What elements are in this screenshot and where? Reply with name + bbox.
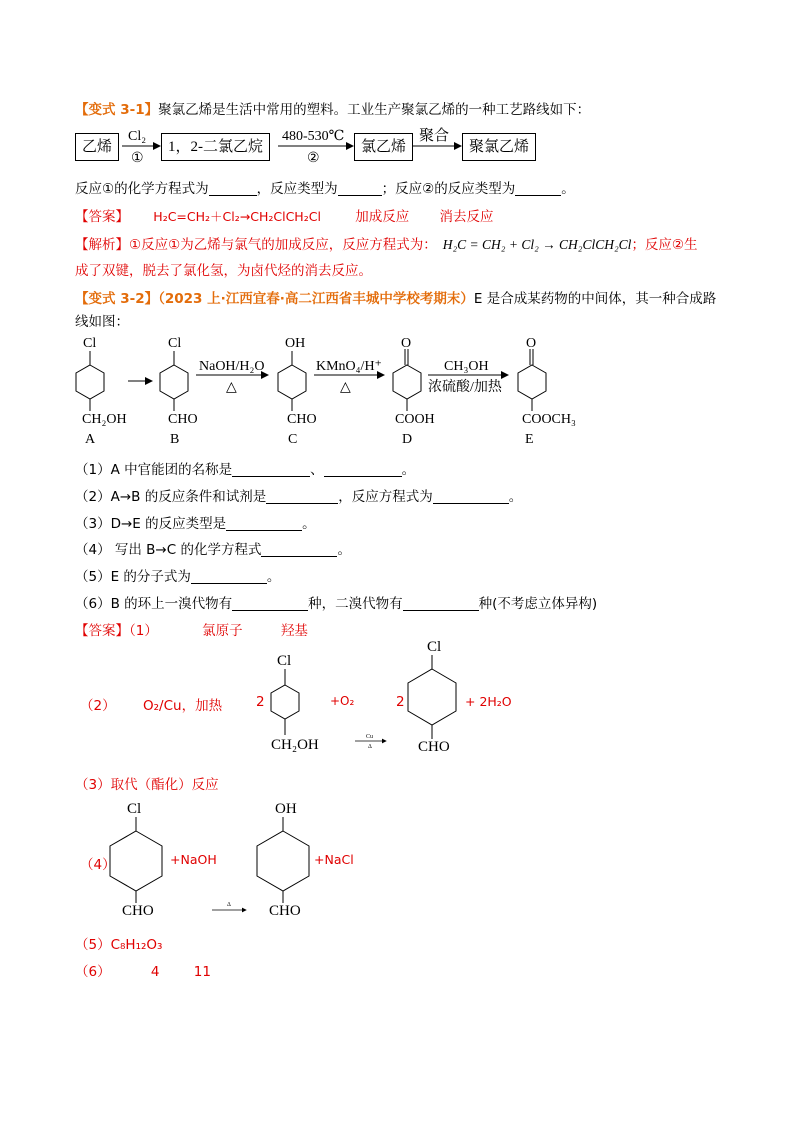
answer-6-num: （6） [75, 964, 111, 980]
route-box-vinyl-chloride: 氯乙烯 [354, 133, 413, 161]
blank-type-2[interactable] [515, 181, 561, 196]
q1-a: （1）A 中官能团的名称是 [75, 462, 233, 478]
question-1 [75, 458, 415, 478]
answer-2-arrow-top: Cu [366, 734, 374, 740]
answer-2-right-molecule [408, 639, 456, 755]
answer-6-value-1: 4 [150, 964, 160, 980]
question-2 [75, 485, 522, 505]
molecule-e [518, 336, 576, 447]
route-arrow-1-bottom: ① [131, 151, 144, 166]
molecule-b-bottom: CHO [168, 412, 198, 427]
route-box-dichloroethane: 1，2-二氯乙烷 [161, 133, 270, 161]
q1-c: 。 [401, 462, 416, 478]
q3-blank[interactable] [226, 516, 302, 531]
answer-1-num: （1） [129, 623, 158, 639]
v31-analysis-equation: H₂C = CH₂ + Cl₂ → CH₂ClCH₂Cl [442, 237, 632, 252]
answer-2-structures [0, 635, 800, 765]
route-arrow-2-top: 480-530℃ [282, 129, 345, 144]
answer-2-plus-h2o: + 2H₂O [465, 694, 512, 709]
molecule-d-top: O [401, 336, 412, 351]
v31-tag: 【变式 3-1】 [75, 102, 159, 118]
answer-1-value-2: 羟基 [280, 623, 308, 639]
answer-4-left-molecule [110, 801, 162, 919]
answer-5: （5）C₈H₁₂O₃ [75, 937, 163, 953]
blank-equation[interactable] [209, 181, 257, 196]
molecule-c-label: C [288, 432, 298, 447]
q4-a: （4） 写出 B→C 的化学方程式 [75, 542, 262, 558]
answer-3: （3）取代（酯化）反应 [75, 777, 219, 793]
q1-blank-2[interactable] [324, 462, 402, 477]
q5-c: 。 [266, 569, 281, 585]
molecule-e-label: E [525, 432, 534, 447]
v31-analysis-line-1 [75, 233, 698, 253]
scheme-arrow-3-top: KMnO₄/H⁺ [316, 359, 382, 374]
route-box-ethylene: 乙烯 [75, 133, 119, 161]
q2-blank-2[interactable] [433, 489, 509, 504]
molecule-a-label: A [85, 432, 96, 447]
v31-q-b: ，反应类型为 [256, 181, 338, 197]
molecule-d-bottom: COOH [395, 412, 435, 427]
q4-c: 。 [337, 542, 351, 558]
q6-blank-1[interactable] [232, 596, 308, 611]
v31-q-a: 反应①的化学方程式为 [75, 181, 209, 197]
question-5 [75, 565, 280, 585]
q4-blank[interactable] [261, 542, 337, 557]
scheme-arrow-3-bottom: △ [340, 380, 351, 395]
molecule-e-bottom: COOCH₃ [522, 412, 576, 427]
molecule-a-bottom: CH₂OH [82, 412, 127, 427]
answer-4-right-molecule [257, 801, 309, 919]
molecule-c-bottom: CHO [287, 412, 317, 427]
scheme-arrow-2-bottom: △ [226, 380, 237, 395]
answer-1-value-1: 氯原子 [202, 623, 243, 639]
blank-type-1[interactable] [338, 181, 382, 196]
molecule-b-label: B [170, 432, 180, 447]
v32-intro-line-1 [75, 287, 716, 307]
route-arrow-3-top: 聚合 [419, 128, 450, 144]
answer-2-coef-2: 2 [396, 694, 405, 710]
route-arrow-1-top: Cl₂ [128, 129, 147, 144]
answer-6-value-2: 11 [193, 964, 211, 980]
molecule-c-top: OH [285, 336, 306, 351]
answer-2-right-top: Cl [427, 639, 442, 655]
molecule-d-label: D [402, 432, 413, 447]
v31-answer-type-1: 加成反应 [355, 209, 410, 225]
q2-blank-1[interactable] [266, 489, 338, 504]
answer-4-plus-nacl: +NaCl [314, 852, 354, 867]
molecule-a-top: Cl [83, 336, 97, 351]
v31-answer-type-2: 消去反应 [439, 209, 494, 225]
v32-answer-tag: 【答案】 [75, 623, 129, 639]
route-arrow-2-bottom: ② [307, 151, 320, 166]
answer-2-plus-o2: +O₂ [330, 694, 355, 708]
question-4 [75, 538, 351, 558]
q5-blank[interactable] [191, 569, 267, 584]
molecule-a [76, 336, 127, 447]
q6-a: （6）B 的环上一溴代物有 [75, 596, 233, 612]
q5-a: （5）E 的分子式为 [75, 569, 191, 585]
v32-source: （2023 上·江西宜春·高二江西省丰城中学校考期末） [158, 291, 474, 307]
answer-4-right-top: OH [275, 801, 297, 817]
answer-4-structures [0, 795, 800, 925]
q6-c: 种(不考虑立体异构) [478, 596, 598, 612]
v31-q-c: ；反应②的反应类型为 [381, 181, 516, 197]
synthesis-scheme [0, 325, 800, 450]
answer-4-num: （4） [80, 857, 116, 873]
v32-tag: 【变式 3-2】 [75, 291, 159, 307]
molecule-e-top: O [526, 336, 537, 351]
q1-blank-1[interactable] [232, 462, 310, 477]
v31-question [75, 177, 575, 197]
answer-2-left-bottom: CH₂OH [271, 737, 319, 753]
molecule-c [278, 336, 317, 447]
answer-2-condition: O₂/Cu，加热 [143, 698, 223, 714]
route-box-pvc: 聚氯乙烯 [462, 133, 536, 161]
q3-c: 。 [302, 516, 316, 532]
q1-b: 、 [310, 462, 324, 478]
v32-intro-line-2: 线如图： [75, 314, 129, 330]
answer-4-right-bottom: CHO [269, 903, 301, 919]
q2-b: ，反应方程式为 [338, 489, 433, 505]
scheme-arrow-4-top: CH₃OH [444, 359, 489, 374]
q2-a: （2）A→B 的反应条件和试剂是 [75, 489, 267, 505]
v31-analysis-text-2: ；反应②生 [631, 237, 698, 253]
molecule-b-top: Cl [168, 336, 182, 351]
answer-4-plus-naoh: +NaOH [170, 852, 217, 867]
answer-2-arrow-bottom: Δ [368, 744, 372, 750]
answer-4-left-top: Cl [127, 801, 142, 817]
v31-analysis-text-1: ①反应①为乙烯与氯气的加成反应，反应方程式为： [129, 237, 437, 253]
answer-6 [75, 960, 211, 980]
route-arrows [0, 0, 800, 175]
answer-2-coef-1: 2 [256, 694, 265, 710]
v31-intro: 聚氯乙烯是生活中常用的塑料。工业生产聚氯乙烯的一种工艺路线如下： [158, 102, 591, 118]
v31-answer [75, 205, 494, 225]
v31-answer-equation: H₂C=CH₂＋Cl₂→CH₂ClCH₂Cl [153, 209, 321, 224]
scheme-arrow-4-bottom: 浓硫酸/加热 [428, 380, 502, 395]
answer-4-arrow-top: Δ [227, 902, 231, 908]
q6-blank-2[interactable] [403, 596, 479, 611]
molecule-b [160, 336, 198, 447]
question-3 [75, 512, 316, 532]
answer-4-left-bottom: CHO [122, 903, 154, 919]
answer-2-left-molecule [271, 653, 319, 753]
answer-2-right-bottom: CHO [418, 739, 450, 755]
q2-c: 。 [508, 489, 523, 505]
q3-a: （3）D→E 的反应类型是 [75, 516, 227, 532]
answer-2-num: （2） [80, 698, 116, 714]
q6-b: 种，二溴代物有 [308, 596, 403, 612]
v31-analysis-tag: 【解析】 [75, 237, 129, 253]
scheme-arrow-2-top: NaOH/H₂O [199, 359, 265, 374]
v31-q-end: 。 [561, 181, 575, 197]
v32-intro-1: E 是合成某药物的中间体，其一种合成路 [473, 291, 717, 307]
answer-2-left-top: Cl [277, 653, 292, 669]
question-6 [75, 592, 597, 612]
v31-answer-tag: 【答案】 [75, 209, 129, 225]
v31-analysis-line-2: 成了双键，脱去了氯化氢，为卤代烃的消去反应。 [75, 263, 372, 279]
